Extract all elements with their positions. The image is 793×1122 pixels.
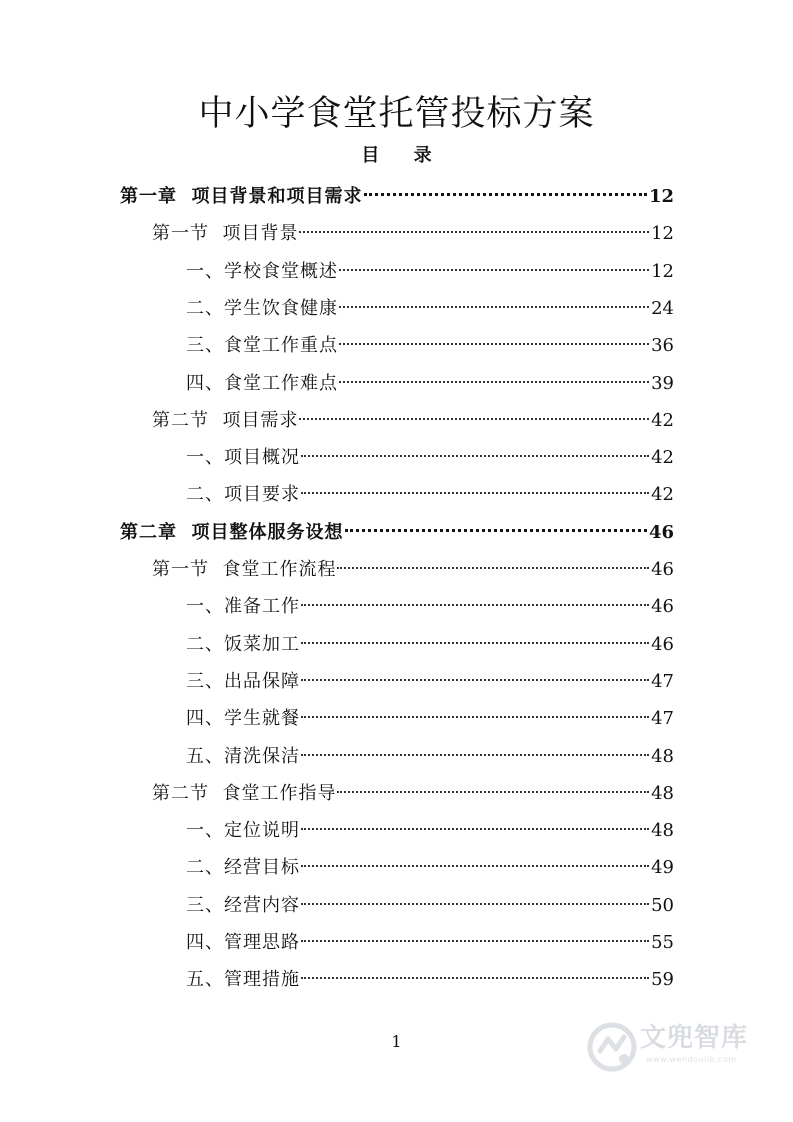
toc-item-entry[interactable] — [186, 588, 674, 625]
toc-entry-page: 48 — [651, 745, 674, 767]
toc-dot-leader — [339, 269, 649, 271]
toc-entry-label: 二、项目要求 — [186, 484, 300, 506]
toc-item-entry[interactable] — [186, 365, 674, 402]
toc-dot-leader — [301, 642, 649, 644]
page-number: 1 — [391, 1032, 402, 1051]
toc-entry-page: 12 — [648, 186, 674, 207]
toc-entry-label: 第一章 项目背景和项目需求 — [120, 186, 363, 207]
toc-item-entry[interactable] — [186, 738, 674, 775]
toc-entry-page: 24 — [651, 297, 674, 319]
toc-entry-page: 39 — [651, 372, 674, 394]
toc-entry-page: 42 — [651, 447, 674, 469]
toc-entry-label: 第一节 项目背景 — [152, 223, 299, 245]
toc-item-entry[interactable] — [186, 476, 674, 513]
toc-entry-page: 36 — [651, 335, 674, 357]
toc-entry-page: 47 — [651, 670, 674, 692]
toc-item-entry[interactable] — [186, 663, 674, 700]
toc-item-entry[interactable] — [186, 961, 674, 998]
toc-dot-leader — [337, 791, 649, 793]
toc-entry-page: 50 — [651, 894, 674, 916]
toc-dot-leader — [301, 679, 649, 681]
toc-dot-leader — [299, 418, 649, 420]
toc-entry-label: 第二章 项目整体服务设想 — [120, 521, 344, 543]
toc-section-entry[interactable] — [152, 775, 674, 812]
toc-dot-leader — [364, 193, 647, 196]
toc-entry-page: 46 — [648, 521, 674, 543]
toc-entry-label: 第一节 食堂工作流程 — [152, 559, 337, 580]
toc-entry-label: 四、食堂工作难点 — [186, 372, 338, 394]
toc-entry-label: 四、管理思路 — [186, 932, 300, 953]
toc-dot-leader — [301, 716, 649, 718]
toc-dot-leader — [301, 903, 649, 905]
toc-item-entry[interactable] — [186, 700, 674, 737]
wendou-logo-icon — [586, 1021, 638, 1073]
toc-entry-page: 46 — [651, 596, 674, 618]
toc-entry-label: 一、准备工作 — [186, 596, 300, 618]
toc-entry-label: 五、管理措施 — [186, 969, 300, 991]
toc-item-entry[interactable] — [186, 849, 674, 886]
toc-item-entry[interactable] — [186, 439, 674, 476]
watermark-brand: 文兜智库 — [640, 1023, 749, 1053]
toc-entry-label: 二、学生饮食健康 — [186, 297, 338, 319]
toc-item-entry[interactable] — [186, 887, 674, 924]
toc-heading: 目 录 — [361, 145, 446, 166]
toc-chapter-entry[interactable] — [120, 178, 674, 215]
toc-dot-leader — [301, 492, 649, 494]
toc-item-entry[interactable] — [186, 812, 674, 849]
toc-entry-page: 12 — [651, 260, 674, 282]
toc-entry-label: 四、学生就餐 — [186, 708, 300, 730]
toc-entry-label: 三、食堂工作重点 — [186, 335, 338, 357]
toc-section-entry[interactable] — [152, 215, 674, 252]
toc-entry-label: 二、饭菜加工 — [186, 633, 300, 655]
toc-entry-page: 47 — [651, 708, 674, 730]
toc-chapter-entry[interactable] — [120, 514, 674, 551]
toc-entry-label: 一、定位说明 — [186, 820, 300, 842]
toc-item-entry[interactable] — [186, 253, 674, 290]
watermark — [586, 1019, 756, 1075]
toc-entry-label: 第二节 食堂工作指导 — [152, 782, 337, 804]
toc-entry-page: 48 — [651, 820, 674, 842]
toc-entry-label: 三、出品保障 — [186, 670, 300, 692]
toc-entry-label: 第二节 项目需求 — [152, 409, 299, 431]
toc-entry-page: 48 — [651, 782, 674, 804]
toc-dot-leader — [339, 306, 649, 308]
toc-entry-page: 49 — [651, 857, 674, 879]
toc-entry-page: 46 — [651, 559, 674, 580]
toc-dot-leader — [337, 567, 649, 569]
toc-entry-page: 46 — [651, 633, 674, 655]
toc-entry-page: 12 — [651, 223, 674, 245]
toc-dot-leader — [345, 529, 647, 532]
toc-entry-page: 42 — [651, 409, 674, 431]
toc-dot-leader — [301, 754, 649, 756]
toc-dot-leader — [301, 455, 649, 457]
toc-entry-label: 一、学校食堂概述 — [186, 260, 338, 282]
toc-dot-leader — [339, 343, 649, 345]
toc-entry-label: 二、经营目标 — [186, 857, 300, 879]
toc-dot-leader — [301, 940, 649, 942]
toc-section-entry[interactable] — [152, 402, 674, 439]
toc-entry-page: 59 — [651, 969, 674, 991]
toc-dot-leader — [299, 231, 649, 233]
watermark-url: www.wendoulib.com — [646, 1055, 737, 1064]
toc-item-entry[interactable] — [186, 290, 674, 327]
toc-entry-label: 三、经营内容 — [186, 894, 300, 916]
toc-entry-label: 五、清洗保洁 — [186, 745, 300, 767]
toc-item-entry[interactable] — [186, 924, 674, 961]
toc-dot-leader — [301, 977, 649, 979]
page-title: 中小学食堂托管投标方案 — [198, 94, 595, 134]
toc-dot-leader — [301, 865, 649, 867]
toc-entry-page: 55 — [651, 932, 674, 953]
toc-entry-page: 42 — [651, 484, 674, 506]
toc-dot-leader — [301, 604, 649, 606]
toc-item-entry[interactable] — [186, 626, 674, 663]
toc-section-entry[interactable] — [152, 551, 674, 588]
toc-item-entry[interactable] — [186, 327, 674, 364]
toc-dot-leader — [339, 381, 649, 383]
toc-entry-label: 一、项目概况 — [186, 447, 300, 469]
toc-dot-leader — [301, 828, 649, 830]
